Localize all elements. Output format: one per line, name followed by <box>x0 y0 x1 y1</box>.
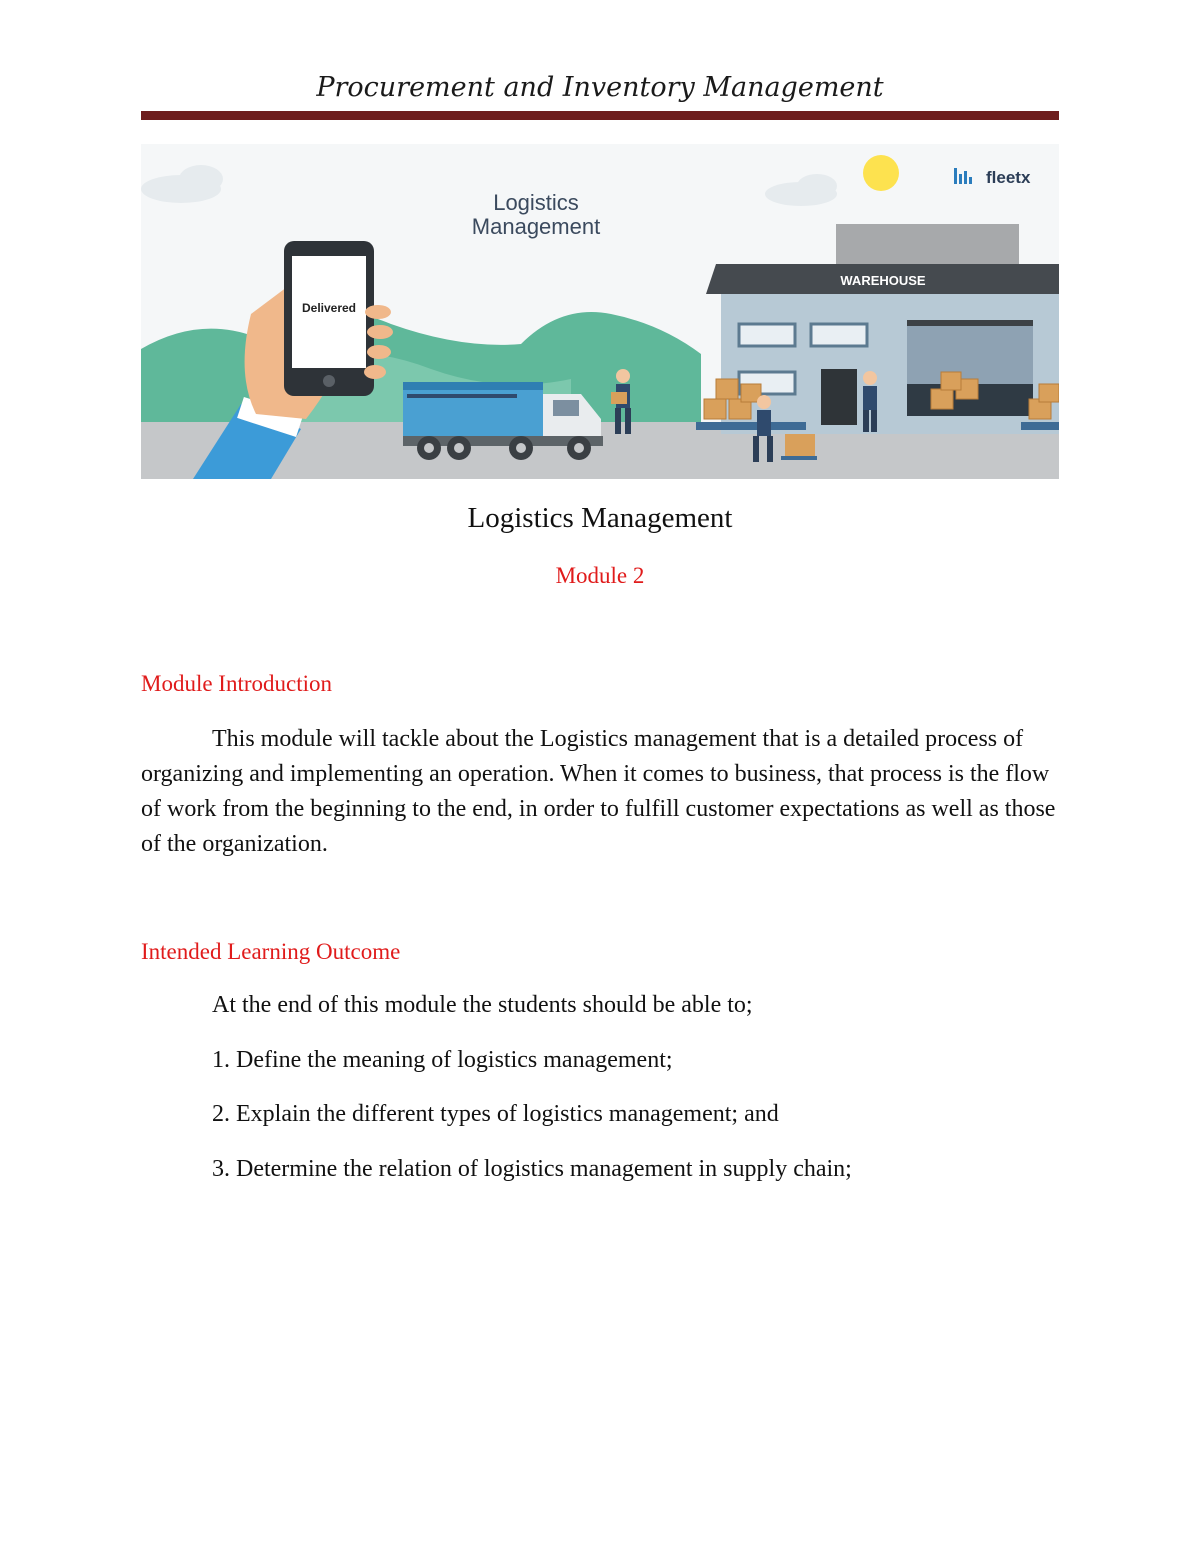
outcome-item: 3. Determine the relation of logistics management in supply chain; <box>212 1156 852 1182</box>
module-number: Module 2 <box>555 563 645 588</box>
banner-heading-line2: Management <box>471 214 601 239</box>
warehouse-sign: WAREHOUSE <box>840 273 926 288</box>
outcomes-heading: Intended Learning Outcome <box>141 939 401 964</box>
phone-screen-text: Delivered <box>301 301 357 315</box>
sun-icon <box>863 155 899 191</box>
logistics-banner-illustration <box>141 144 1059 479</box>
brand-name: fleetx <box>986 168 1031 187</box>
intro-heading: Module Introduction <box>141 671 332 696</box>
header-rule <box>141 111 1059 120</box>
banner-heading-line1: Logistics <box>493 190 579 215</box>
document-title: Logistics Management <box>467 502 733 534</box>
outcome-item: 2. Explain the different types of logistics management; and <box>212 1101 779 1127</box>
intro-paragraph: This module will tackle about the Logistics management that is a detailed process of organizing and implementing an operation. When it comes to business, that process is the flow of work from the beginning to the end, in order to fulfill customer expectations as well as those of the organization. <box>141 726 1056 857</box>
outcomes-lead: At the end of this module the students should be able to; <box>212 992 753 1018</box>
running-header-title: Procurement and Inventory Management <box>316 72 884 103</box>
outcome-item: 1. Define the meaning of logistics management; <box>212 1047 673 1073</box>
